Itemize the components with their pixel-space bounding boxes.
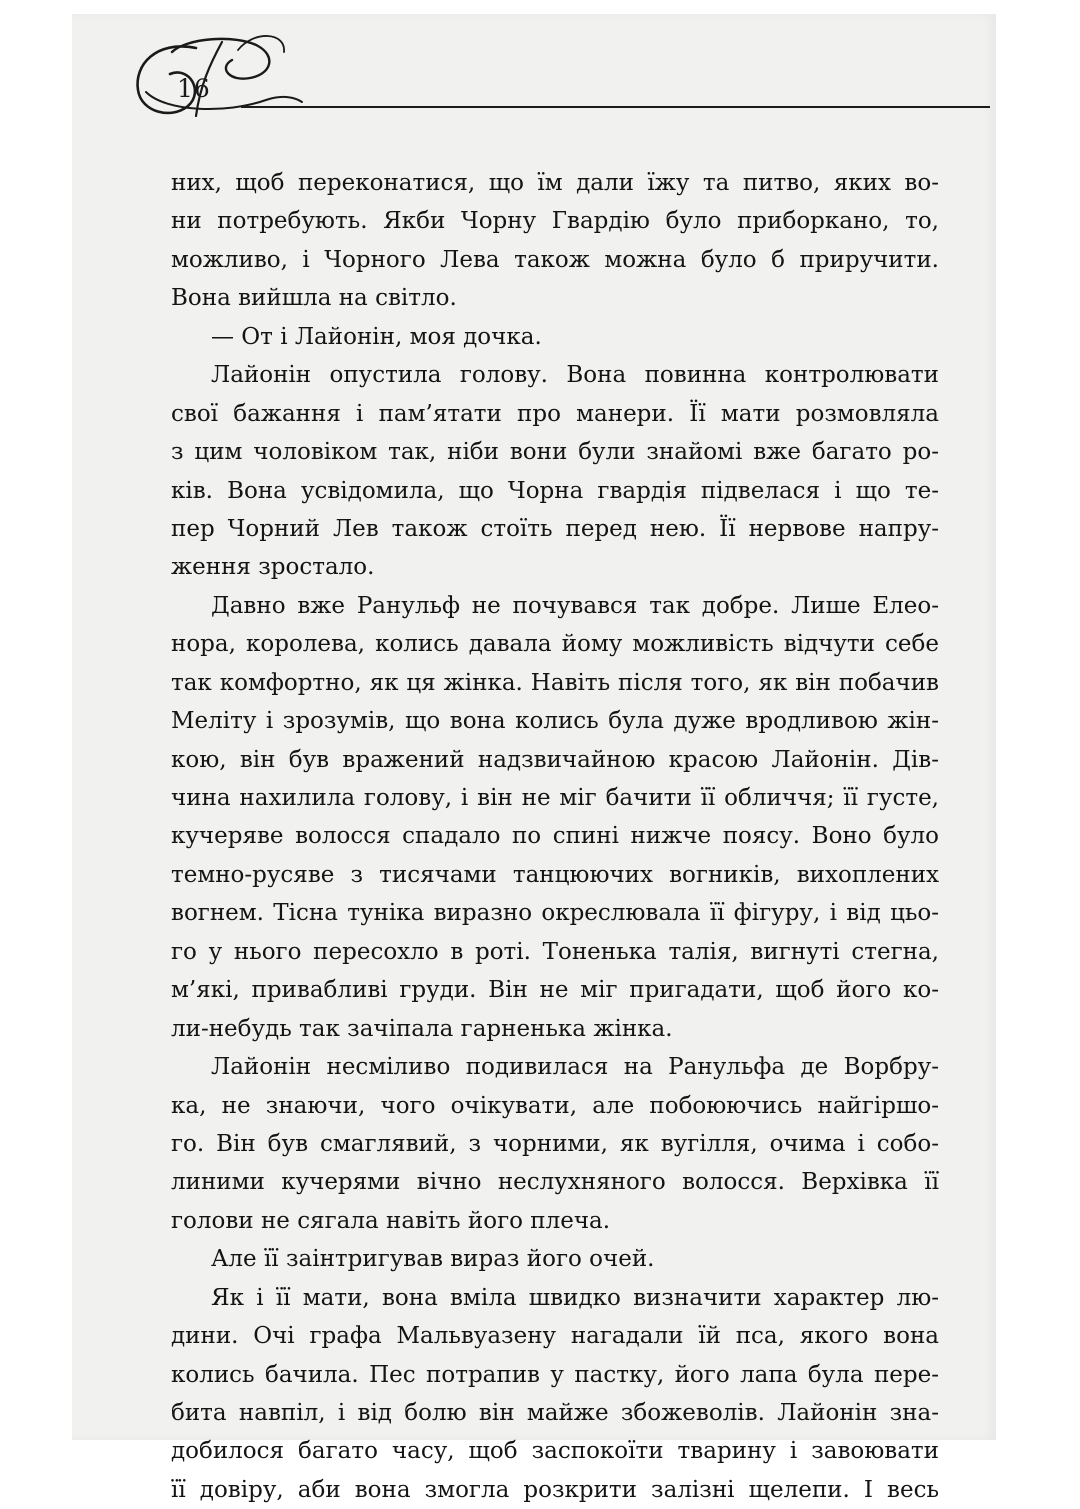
text-line: ни потребують. Якби Чорну Гвардію було приборкано, то, <box>171 208 939 235</box>
book-page <box>72 14 996 1503</box>
text-line: — От і Лайонін, моя дочка. <box>211 323 542 350</box>
text-line: свої бажання і пам’ятати про манери. Її мати розмовляла <box>171 400 939 427</box>
text-line: Давно вже Ранульф не почувався так добре. Лише Елео- <box>211 592 939 619</box>
text-line: м’які, привабливі груди. Він не міг пригадати, щоб його ко- <box>171 977 939 1004</box>
body-text <box>171 164 939 1509</box>
text-line: ків. Вона усвідомила, що Чорна гвардія підвелася і що те- <box>171 477 939 504</box>
text-line: Але її заінтригував вираз його очей. <box>211 1246 655 1273</box>
text-line: кою, він був вражений надзвичайною красою Лайонін. Дів- <box>171 746 939 773</box>
text-line: її довіру, аби вона змогла розкрити залізні щелепи. І весь <box>171 1476 939 1503</box>
text-line: Меліту і зрозумів, що вона колись була дуже вродливою жін- <box>171 708 939 735</box>
text-line: чина нахилила голову, і він не міг бачити її обличчя; її густе, <box>171 785 939 811</box>
text-line: го у нього пересохло в роті. Тоненька талія, вигнуті стегна, <box>171 938 939 965</box>
text-line: темно-русяве з тисячами танцюючих вогників, вихоплених <box>171 861 939 888</box>
text-line: бита навпіл, і від болю він майже збожеволів. Лайонін зна- <box>171 1400 939 1426</box>
text-line: линими кучерями вічно неслухняного волосся. Верхівка її <box>171 1169 939 1196</box>
text-line: Лайонін несміливо подивилася на Ранульфа де Ворбру- <box>211 1054 939 1081</box>
text-line: них, щоб переконатися, що їм дали їжу та питво, яких во- <box>171 170 939 196</box>
text-line: го. Він був смаглявий, з чорними, як вугілля, очима і собо- <box>171 1130 939 1157</box>
text-line: ли-небудь так зачіпала гарненька жінка. <box>171 1015 673 1042</box>
text-line: з цим чоловіком так, ніби вони були знайомі вже багато ро- <box>171 439 939 466</box>
text-line: дини. Очі графа Мальвуазену нагадали їй пса, якого вона <box>171 1323 939 1350</box>
flourish-ornament-icon <box>126 20 306 130</box>
text-line: голови не сягала навіть його плеча. <box>171 1207 611 1234</box>
text-line: Як і її мати, вона вміла швидко визначити характер лю- <box>211 1284 939 1311</box>
page-header <box>126 20 986 130</box>
text-line: вогнем. Тісна туніка виразно окреслювала її фігуру, і від цьо- <box>171 900 939 927</box>
text-line: колись бачила. Пес потрапив у пастку, його лапа була пере- <box>171 1361 939 1388</box>
text-line: Лайонін опустила голову. Вона повинна контролювати <box>211 362 939 389</box>
header-rule <box>241 106 990 108</box>
text-line: так комфортно, як ця жінка. Навіть після того, як він побачив <box>171 669 939 696</box>
text-line: Вона вийшла на світло. <box>171 285 457 312</box>
text-line: добилося багато часу, щоб заспокоїти тварину і завоювати <box>171 1438 939 1465</box>
text-line: ка, не знаючи, чого очікувати, але побоюючись найгіршо- <box>171 1092 939 1119</box>
text-line: пер Чорний Лев також стоїть перед нею. Її нервове напру- <box>171 515 939 542</box>
text-line: ження зростало. <box>171 554 375 581</box>
text-line: можливо, і Чорного Лева також можна було б приручити. <box>171 246 939 273</box>
text-line: нора, королева, колись давала йому можливість відчути себе <box>171 631 939 658</box>
text-line: кучеряве волосся спадало по спині нижче поясу. Воно було <box>171 823 939 850</box>
page-number: 16 <box>177 74 211 103</box>
